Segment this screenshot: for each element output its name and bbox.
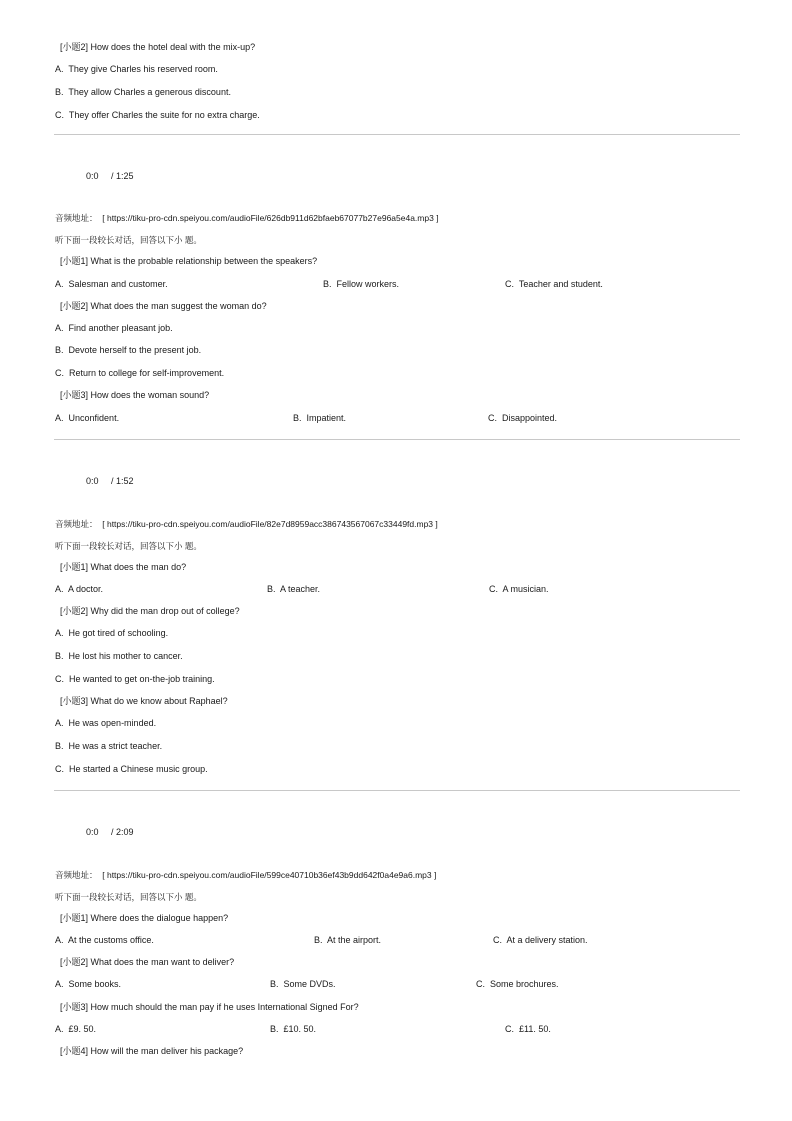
option-a: A. Find another pleasant job. <box>55 323 173 333</box>
option-a: A. Unconfident. <box>55 413 120 423</box>
question-line: [小题2] Why did the man drop out of college? <box>60 606 240 616</box>
question-line: [小题3] How does the woman sound? <box>60 390 210 400</box>
audio-address-label: 音频地址： <box>55 213 98 223</box>
option-a: A. Salesman and customer. <box>55 279 168 289</box>
option-b: B. Impatient. <box>293 413 347 423</box>
divider <box>54 439 740 440</box>
option-b: B. They allow Charles a generous discount. <box>55 87 231 97</box>
audio-player[interactable] <box>86 476 134 487</box>
option-c: C. Return to college for self-improvement. <box>55 368 225 378</box>
option-b: B. Devote herself to the present job. <box>55 345 202 355</box>
option-b: B. Some DVDs. <box>270 979 336 989</box>
divider <box>54 790 740 791</box>
audio-current-time: 0:0 <box>86 171 99 181</box>
option-a: A. £9. 50. <box>55 1024 97 1034</box>
instruction: 听下面一段较长对话，回答以下小 题。 <box>55 892 202 902</box>
option-b: B. Fellow workers. <box>323 279 400 289</box>
option-c: C. He started a Chinese music group. <box>55 764 208 774</box>
option-b: B. He lost his mother to cancer. <box>55 651 183 661</box>
option-c: C. Teacher and student. <box>505 279 603 289</box>
audio-duration: / 1:25 <box>111 171 134 181</box>
instruction: 听下面一段较长对话，回答以下小 题。 <box>55 235 202 245</box>
instruction: 听下面一段较长对话，回答以下小 题。 <box>55 541 202 551</box>
option-a: A. At the customs office. <box>55 935 154 945</box>
question-line: [小题2] What does the man want to deliver? <box>60 957 235 967</box>
option-c: C. He wanted to get on-the-job training. <box>55 674 215 684</box>
audio-address-label: 音频地址： <box>55 519 98 529</box>
question-line: [小题2] What does the man suggest the woman do? <box>60 301 267 311</box>
audio-duration: / 2:09 <box>111 827 134 837</box>
question-line: [小题1] Where does the dialogue happen? <box>60 913 229 923</box>
option-b: B. A teacher. <box>267 584 321 594</box>
option-a: A. He got tired of schooling. <box>55 628 169 638</box>
option-a: A. Some books. <box>55 979 122 989</box>
option-c: C. Some brochures. <box>476 979 559 989</box>
option-a: A. He was open-minded. <box>55 718 157 728</box>
option-c: C. A musician. <box>489 584 549 594</box>
option-c: C. At a delivery station. <box>493 935 588 945</box>
audio-address-label: 音频地址： <box>55 870 98 880</box>
audio-player[interactable] <box>86 171 134 182</box>
question-line: [小题3] How much should the man pay if he uses International Signed For? <box>60 1002 359 1012</box>
question-line: [小题3] What do we know about Raphael? <box>60 696 228 706</box>
audio-duration: / 1:52 <box>111 476 134 486</box>
option-c: C. Disappointed. <box>488 413 558 423</box>
audio-address <box>55 870 436 881</box>
option-c: C. They offer Charles the suite for no extra charge. <box>55 110 260 120</box>
audio-current-time: 0:0 <box>86 476 99 486</box>
audio-current-time: 0:0 <box>86 827 99 837</box>
audio-address-link[interactable]: [ https://tiku-pro-cdn.speiyou.com/audioFile/626db911d62bfaeb67077b27e96a5e4a.mp3 ] <box>102 213 439 223</box>
option-b: B. He was a strict teacher. <box>55 741 163 751</box>
option-b: B. At the airport. <box>314 935 382 945</box>
option-b: B. £10. 50. <box>270 1024 317 1034</box>
option-c: C. £11. 50. <box>505 1024 551 1034</box>
question-line: [小题1] What does the man do? <box>60 562 187 572</box>
divider <box>54 134 740 135</box>
option-a: A. They give Charles his reserved room. <box>55 64 218 74</box>
question-line <box>60 42 255 53</box>
audio-address-link[interactable]: [ https://tiku-pro-cdn.speiyou.com/audioFile/82e7d8959acc386743567067c33449fd.mp3 ] <box>102 519 438 529</box>
audio-player[interactable] <box>86 827 134 838</box>
option-a: A. A doctor. <box>55 584 104 594</box>
question-label: [小题2] <box>60 42 89 52</box>
audio-address <box>55 519 438 530</box>
question-text: How does the hotel deal with the mix-up? <box>90 42 256 52</box>
question-line: [小题1] What is the probable relationship between the speakers? <box>60 256 318 266</box>
audio-address-link[interactable]: [ https://tiku-pro-cdn.speiyou.com/audioFile/599ce40710b36ef43b9dd642f0a4e9a6.mp3 ] <box>102 870 437 880</box>
audio-address <box>55 213 439 224</box>
question-line: [小题4] How will the man deliver his package? <box>60 1046 244 1056</box>
